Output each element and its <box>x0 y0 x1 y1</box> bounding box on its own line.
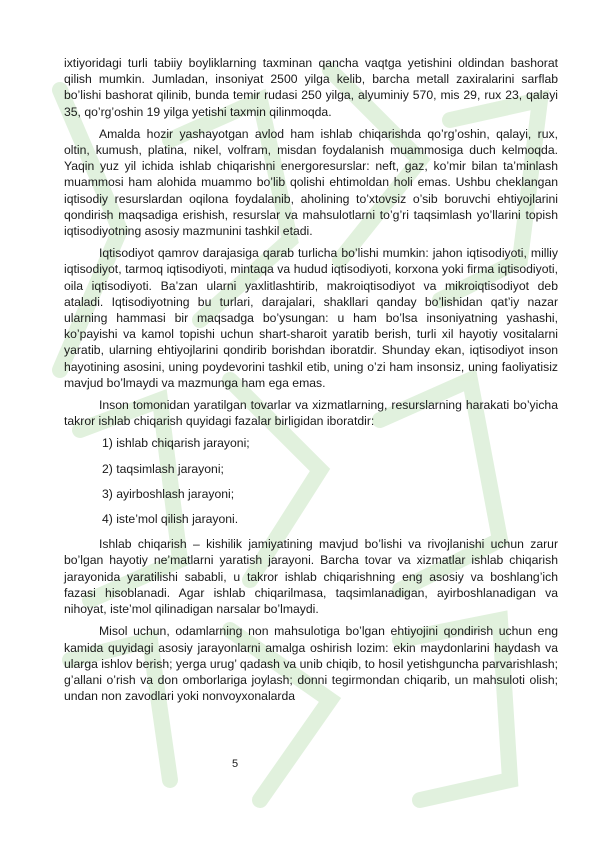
list-item: 1) ishlab chiqarish jarayoni; <box>102 436 250 451</box>
paragraph-5: Ishlab chiqarish – kishilik jamiyatining mavjud bo’lishi va rivojlanishi uchun zarur bo’lgan hayotiy ne’matlarni yaratish jarayoni. Barcha tovar va xizmatlar ishlab chiqarish jarayonida yaratilishi sababli, u takror ishlab chiqarishning eng asosiy va boshlang’ich fazasi hisoblanadi. Agar ishlab chiqarilmasa, taqsimlanadigan, ayirboshlanadigan va nihoyat, iste’mol qilinadigan narsalar bo’lmaydi. <box>64 537 558 617</box>
paragraph-1: ixtiyoridagi turli tabiiy boyliklarning taxminan qancha vaqtga yetishini oldindan bashorat qilish mumkin. Jumladan, insoniyat 2500 yilga kelib, barcha metall zaxiralarini sarflab bo’lishi bashorat qilinib, bunda temir rudasi 250 yilga, alyuminiy 570, mis 29, rux 23, qalayi 35, qo’rg’oshin 19 yilga yetishi taxmin qilinmoqda. <box>64 56 558 119</box>
paragraph-6: Misol uchun, odamlarning non mahsulotiga bo’lgan ehtiyojini qondirish uchun eng kamida quyidagi asosiy jarayonlarni amalga oshirish lozim: ekin maydonlarini haydash va ularga ishlov berish; yerga urug’ qadash va unib chiqib, to hosil yetishguncha parvarishlash; g’allani o’rish va don omborlariga joylash; donni tegirmondan chiqarib, un mahsuloti olish; undan non zavodlari yoki nonvoyxonalarda <box>64 624 558 704</box>
document-body <box>64 55 558 710</box>
paragraph-2: Amalda hozir yashayotgan avlod ham ishlab chiqarishda qo’rg’oshin, qalayi, rux, oltin, kumush, platina, nikel, volfram, misdan foydalanish muammosiga duch kelmoqda. Yaqin yuz yil ichida ishlab chiqarishni energoresurslar: neft, gaz, ko’mir bilan ta’minlash muammosi ham alohida muammo bo’lib qolishi ehtimoldan holi emas. Ushbu cheklangan iqtisodiy resurslardan oqilona foydalanib, aholining to’xtovsiz o’sib boruvchi ehtiyojlarini qondirish maqsadiga erishish, resurslar va mahsulotlarni to’g’ri taqsimlash yo’llarini topish iqtisodiyotning asosiy mazmunini tashkil etadi. <box>64 126 558 239</box>
paragraph-3: Iqtisodiyot qamrov darajasiga qarab turlicha bo’lishi mumkin: jahon iqtisodiyoti, milliy iqtisodiyot, tarmoq iqtisodiyoti, mintaqa va hudud iqtisodiyoti, korxona yoki firma iqtisodiyoti, oila iqtisodiyoti. Ba’zan ularni yaxlitlashtirib, makroiqtisodiyot va mikroiqtisodiyot deb ataladi. Iqtisodiyotning bu turlari, darajalari, shakllari qanday bo’lishidan qat’iy nazar ularning hammasi bir maqsadga bo’ysungan: u ham bo’lsa insoniyatning yashashi, ko’payishi va kamol topishi uchun shart-sharoit yaratib berish, turli xil hayotiy vositalarni yaratib, ularning ehtiyojlarini qondirib borishdan iboratdir. Shunday ekan, iqtisodiyot inson hayotining asosini, uning poydevorini tashkil etib, uning o’zi ham insonsiz, uning faoliyatisiz mavjud bo’lmaydi va mazmunga ham ega emas. <box>64 246 558 390</box>
list-item: 3) ayirboshlash jarayoni; <box>102 486 235 501</box>
page-number: 5 <box>232 758 239 770</box>
paragraph-4: Inson tomonidan yaratilgan tovarlar va xizmatlarning, resurslarning harakati bo’yicha takror ishlab chiqarish quyidagi fazalar birligidan iboratdir: <box>64 398 558 429</box>
list-item: 2) taqsimlash jarayoni; <box>102 461 224 476</box>
list-item: 4) iste’mol qilish jarayoni. <box>102 512 239 527</box>
